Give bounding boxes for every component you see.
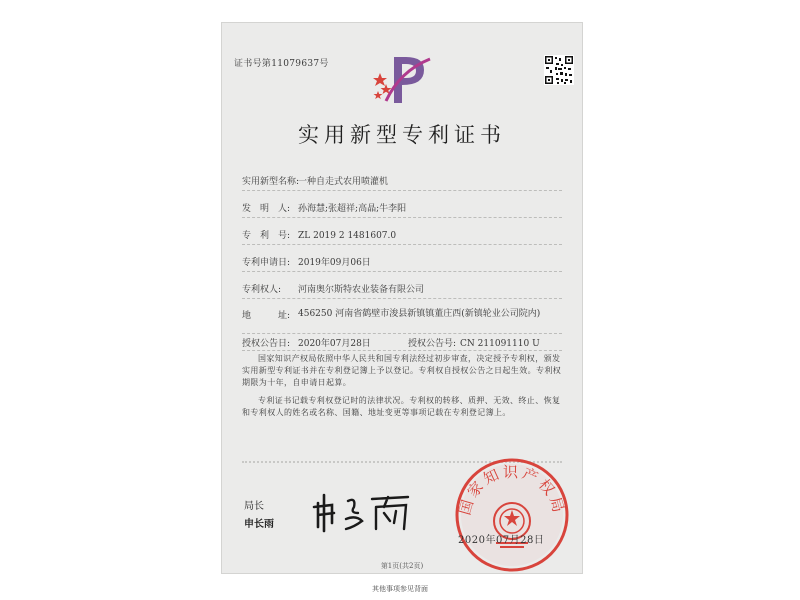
qr-code [544,55,574,85]
divider [242,271,562,272]
divider [242,244,562,245]
certificate-page [221,22,583,574]
field-value: 河南奥尔斯特农业装备有限公司 [298,285,425,295]
footer-note: 其他事项参见背面 [372,585,428,593]
field-value: CN 211091110 U [460,339,540,349]
seal-text: 国家知识产权局 [455,463,569,518]
field-label: 授权公告号: [408,339,457,349]
field-grant-date [242,336,371,349]
field-address [242,308,573,321]
official-seal [452,455,572,575]
field-label: 发 明 人: [242,204,291,214]
divider [242,350,562,351]
divider [242,298,562,299]
field-label: 实用新型名称: [242,177,300,187]
field-value: 2019年09月06日 [298,258,371,268]
field-value: 孙海慧;张超祥;高晶;牛李阳 [298,204,407,214]
field-value: 2020年07月28日 [298,339,371,349]
field-grant-publication-number [408,336,540,349]
field-label: 地 址: [242,311,291,321]
page-number: 第1页(共2页) [380,562,424,570]
divider [242,217,562,218]
field-application-date [242,255,371,268]
field-value: 一种自走式农用喷灌机 [298,177,389,187]
divider [242,190,562,191]
director-title: 局长 [244,501,264,512]
director-name: 申长雨 [244,519,274,530]
field-label: 专利权人: [242,285,282,295]
director-signature [310,485,420,535]
certificate-title: 实用新型专利证书 [298,123,506,147]
field-patentee [242,282,424,295]
divider [242,333,562,334]
field-inventors [242,201,406,214]
field-patent-number [242,228,396,241]
field-value: 456250 河南省鹤壁市浚县新镇镇董庄西(新镇轮业公司院内) [298,309,541,319]
field-label: 授权公告日: [242,339,291,349]
field-utility-model-name [242,174,388,187]
seal-date: 2020年07月28日 [458,535,545,546]
patent-office-logo [372,51,434,109]
field-label: 专利申请日: [242,258,291,268]
field-label: 专 利 号: [242,231,291,241]
body-paragraph-2: 专利证书记载专利权登记时的法律状况。专利权的转移、质押、无效、终止、恢复和专利权人的姓名或名称、国籍、地址变更等事项记载在专利登记簿上。 [242,396,561,417]
certificate-number: 证书号第11079637号 [234,59,329,69]
field-value: ZL 2019 2 1481607.0 [298,231,397,241]
body-paragraph-1: 国家知识产权局依照中华人民共和国专利法经过初步审查，决定授予专利权，颁发实用新型专利证书并在专利登记簿上予以登记。专利权自授权公告之日起生效。专利权期限为十年，自申请日起算。 [242,354,562,387]
